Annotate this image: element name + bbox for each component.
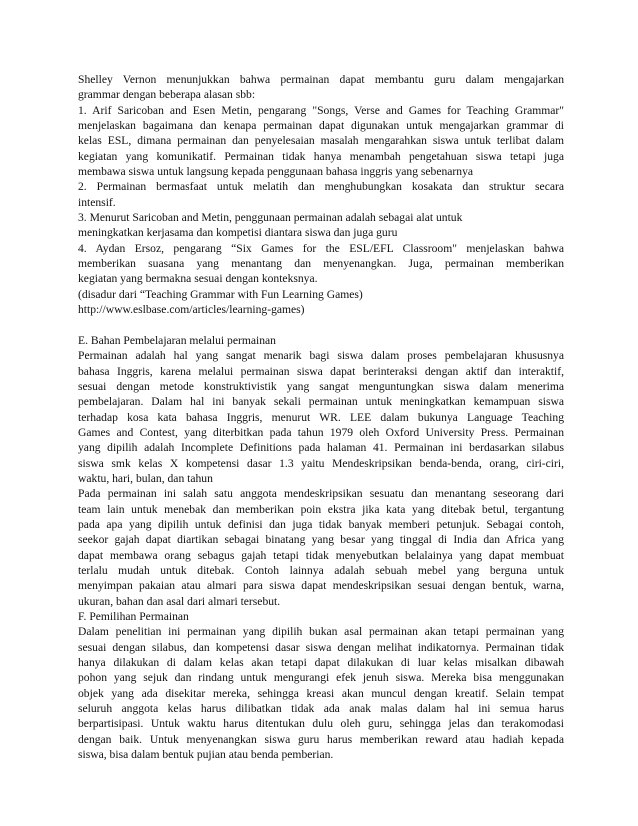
text-line: Games and Contest, yang diterbitkan pada tahun 1979 oleh Oxford University Press. Permainan xyxy=(78,425,564,439)
text-line: 1. Arif Saricoban and Esen Metin, pengarang "Songs, Verse and Games for Teaching Grammar" xyxy=(78,103,564,117)
text-line: Permainan adalah hal yang sangat menarik bagi siswa dalam proses pembelajaran khususnya xyxy=(78,349,564,363)
text-line: (disadur dari “Teaching Grammar with Fun Learning Games) xyxy=(78,287,363,301)
document-page xyxy=(78,72,564,762)
section-f-pemilihan-permainan xyxy=(78,609,564,762)
text-line: Dalam penelitian ini permainan yang dipilih bukan asal permainan akan tetapi permainan yang xyxy=(78,625,564,639)
text-line: kegiatan yang bermakna sesuai dengan konteksnya. xyxy=(78,272,318,286)
text-line: kegiatan yang komunikatif. Permainan tidak hanya menambah pengetahuan siswa tetapi juga xyxy=(78,149,564,163)
text-line: F. Pemilihan Permainan xyxy=(78,610,189,624)
text-line: menjelaskan bagaimana dan kenapa permainan dapat digunakan untuk mengajarkan grammar di xyxy=(78,119,564,133)
text-line: 2. Permainan bermasfaat untuk melatih dan menghubungkan kosakata dan struktur secara xyxy=(78,180,564,194)
text-line: memberikan suasana yang menantang dan menyenangkan. Juga, permainan memberikan xyxy=(78,257,564,271)
text-line: objek yang ada disekitar mereka, sehingga kreasi akan muncul dengan kreatif. Selain tempat xyxy=(78,686,564,700)
text-line: sesuai dengan metode konstruktivistik yang sangat menguntungkan siswa dalam menerima xyxy=(78,379,564,393)
text-line: terhadap kosa kata bahasa Inggris, menurut WR. LEE dalam bukunya Language Teaching xyxy=(78,410,564,424)
text-line: menyimpan pakaian atau almari para siswa dapat mendeskripsikan sesuai dengan bentuk, warna, xyxy=(78,579,564,593)
text-line: seluruh anggota kelas harus dilibatkan tidak ada anak malas dalam hal ini semua harus xyxy=(78,702,564,716)
section-e-bahan-pembelajaran xyxy=(78,333,564,609)
text-line: ukuran, bahan dan asal dari almari tersebut. xyxy=(78,594,281,608)
text-line: dapat membawa orang sebagus gajah tetapi tidak menyebutkan belalainya yang dapat membuat xyxy=(78,548,564,562)
text-line: http://www.eslbase.com/articles/learning-games) xyxy=(78,303,305,317)
text-line: seekor gajah dapat diartikan sebagai binatang yang besar yang tinggal di India dan Africa yang xyxy=(78,533,564,547)
text-line: E. Bahan Pembelajaran melalui permainan xyxy=(78,333,276,347)
text-line: grammar dengan beberapa alasan sbb: xyxy=(78,88,256,102)
text-line: terlalu mudah untuk ditebak. Contoh lainnya adalah sebuah mebel yang berguna untuk xyxy=(78,564,564,577)
intro-section xyxy=(78,72,564,318)
text-line: waktu, hari, bulan, dan tahun xyxy=(78,471,213,485)
text-line: Shelley Vernon menunjukkan bahwa permainan dapat membantu guru dalam mengajarkan xyxy=(78,73,564,86)
text-line: pada apa yang dipilih untuk definisi dan juga tidak banyak memberi petunjuk. Sebagai contoh, xyxy=(78,517,564,531)
text-line: 3. Menurut Saricoban and Metin, penggunaan permainan adalah sebagai alat untuk xyxy=(78,211,463,225)
text-line: meningkatkan kerjasama dan kompetisi diantara siswa dan juga guru xyxy=(78,226,398,240)
text-line: pembelajaran. Dalam hal ini banyak sekali permainan untuk meningkatkan kemampuan siswa xyxy=(78,395,564,409)
text-line: team lain untuk menebak dan memberikan poin ekstra jika kata yang ditebak betul, tergantung xyxy=(78,502,564,516)
text-line: sesuai dengan silabus, dan kompetensi dasar siswa dengan melihat indikatornya. Permainan tidak xyxy=(78,640,564,654)
text-line: pohon yang sejuk dan rindang untuk mengurangi efek jenuh siswa. Mereka bisa menggunakan xyxy=(78,671,564,685)
text-line: siswa smk kelas X kompetensi dasar 1.3 yaitu Mendeskripsikan benda-benda, orang, ciri-ciri, xyxy=(78,456,564,470)
text-line: intensif. xyxy=(78,195,116,209)
text-line: membawa siswa untuk langsung kepada penggunaan bahasa inggris yang sebenarnya xyxy=(78,165,474,179)
text-line: hanya dilakukan di dalam kelas akan tetapi dapat dilakukan di luar kelas misalkan dibawah xyxy=(78,656,564,670)
text-line: dengan baik. Untuk menyenangkan siswa guru harus memberikan reward atau hadiah kepada xyxy=(78,732,564,746)
section-gap xyxy=(78,318,564,333)
text-line: berpartisipasi. Untuk waktu harus ditentukan dulu oleh guru, sehingga jelas dan terakomodasi xyxy=(78,717,564,731)
text-line: kelas ESL, dimana permainan dan penyelesaian masalah mengarahkan siswa untuk terlibat dalam xyxy=(78,134,564,148)
text-line: yang dipilih adalah Incomplete Definitions pada halaman 41. Permainan ini berdasarkan silabus xyxy=(78,441,564,455)
text-line: Pada permainan ini salah satu anggota mendeskripsikan sesuatu dan menantang seseorang dari xyxy=(78,487,564,501)
text-line: 4. Aydan Ersoz, pengarang “Six Games for the ESL/EFL Classroom" menjelaskan bahwa xyxy=(78,241,564,255)
text-line: siswa, bisa dalam bentuk pujian atau benda pemberian. xyxy=(78,748,334,762)
text-line: bahasa Inggris, karena melalui permainan siswa dapat berinteraksi dengan aktif dan interaktif, xyxy=(78,364,564,378)
